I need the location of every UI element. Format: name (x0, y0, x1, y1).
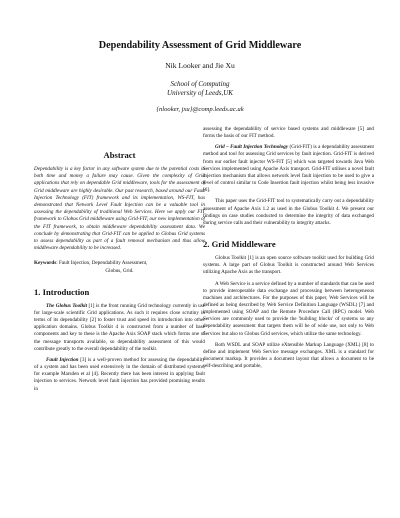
intro-p1-rest: [1] is the front running Grid technology currently in use for large-scale scientific Grid applications. As such it requires close scrutiny in terms of its dependability [2] to foster trust and speed its introduction into other application domains. Globus Toolkit 4 is constructed from a number of base components and key to these is the Apache Axis SOAP stack which forms one of the message transports available, so dependability assessment of this would contribute greatly to the overall dependability of the toolkit. (34, 302, 205, 352)
left-column (34, 150, 205, 393)
right-column (203, 126, 374, 370)
intro-p1-lead: The Globus Toolkit (46, 302, 88, 309)
intro-p2-rest: [3] is a well-proven method for assessing the dependability of a system and has been used extensively in the domain of distributed systems, for example Marsden et al [4]. Recently there has been interest in applying fault injection to services. Network level fault injection has provided promising results in (34, 356, 205, 392)
keywords-line1: : Fault Injection, Dependability Assessment, (56, 260, 148, 267)
paper-scope-paragraph: This paper uses the Grid-FIT tool to systematically carry out a dependability assessment of Apache Axis 1.2 as used in the Globus Toolkit 4. We present our findings on case studies conducted to determine the integrity of data exchanged during service calls and their vulnerability to integrity attacks. (203, 198, 374, 226)
affiliation-school: School of Computing (170, 80, 230, 88)
paper-authors: Nik Looker and Jie Xu (165, 61, 235, 70)
wsdl-soap-paragraph: Both WSDL and SOAP utilize eXtensible Markup Language (XML) [8] to define and implement Web Service message exchanges. XML is a standard for document markup. It provides a document layout that allows a document to be self-describing and portable, (203, 341, 374, 370)
keywords-label: Keywords (34, 260, 57, 267)
web-service-paragraph: A Web Service is a service defined by a number of standards that can be used to provide interoperable data exchange and processing between heterogeneous machines and architectures. For the purposes of this paper, Web Services will be defined as being described by Web Service Definition Language (WSDL) [7] and implemented using SOAP and the Remote Procedure Call (RPC) model. Web Services are commonly used to provide the 'building blocks' of systems so any dependability assessment that targets them will be of wide use, not only to Web Services but also to Globus Grid services, which utilize the same technology. (203, 280, 374, 337)
author-email: {nlooker, jxu}@comp.leeds.ac.uk (156, 106, 244, 113)
gridfit-lead: Grid – Fault Injection Technology (215, 144, 289, 151)
gridfit-paragraph (203, 144, 374, 194)
intro-paragraph-2 (34, 357, 205, 393)
abstract-heading: Abstract (103, 150, 136, 160)
affiliation-university: University of Leeds,UK (167, 89, 233, 97)
keywords-line2: Globus, Grid. (105, 267, 134, 274)
intro-p2-lead: Fault Injection (46, 356, 79, 363)
intro-continuation: assessing the dependability of service based systems and middleware [5] and forms the basis of our FIT method. (203, 126, 374, 140)
intro-paragraph-1 (34, 303, 205, 353)
paper-title: Dependability Assessment of Grid Middleware (98, 40, 302, 51)
globus-paragraph: Globus Toolkit [1] is an open source software toolkit used for building Grid systems. A large part of Globus Toolkit is constructed around Web Services utilizing Apache Axis as the transport. (203, 255, 374, 276)
section-heading-introduction: 1. Introduction (34, 286, 90, 297)
abstract-text: Dependability is a key factor in any software system due to the potential costs in both time and money a failure may cause. Given the complexity of Grid applications that rely on dependable Grid middleware, tools for the assessment of Grid middleware are highly desirable. Our past research, based around our Fault Injection Technology (FIT) framework and its implementation, WS-FIT, has demonstrated that Network Level Fault Injection can be a valuable tool in assessing the dependability of traditional Web Services. Here we apply our FIT framework to Globus Grid middleware using Grid-FIT, our new implementation of the FIT framework, to obtain middleware dependability assessment data. We conclude by demonstrating that Grid-FIT can be applied to Globus Grid systems to assess dependability as part of a fault removal mechanism and thus allow middleware dependability to be increased. (34, 166, 205, 252)
keywords (34, 260, 205, 274)
gridfit-rest: (Grid-FIT) is a dependability assessment method and tool for assessing Grid services by fault injection. Grid-FIT is derived from our earlier fault injector WS-FIT [5] which was targeted towards Java Web Services implemented using Apache Axis transport. Grid-FIT utilises a novel fault injection mechanism that allows network level fault injection to be used to give a level of control similar to Code Insertion fault injection whilst being less invasive [6]. (203, 144, 374, 194)
section-heading-grid-middleware: 2. Grid Middleware (203, 239, 276, 250)
